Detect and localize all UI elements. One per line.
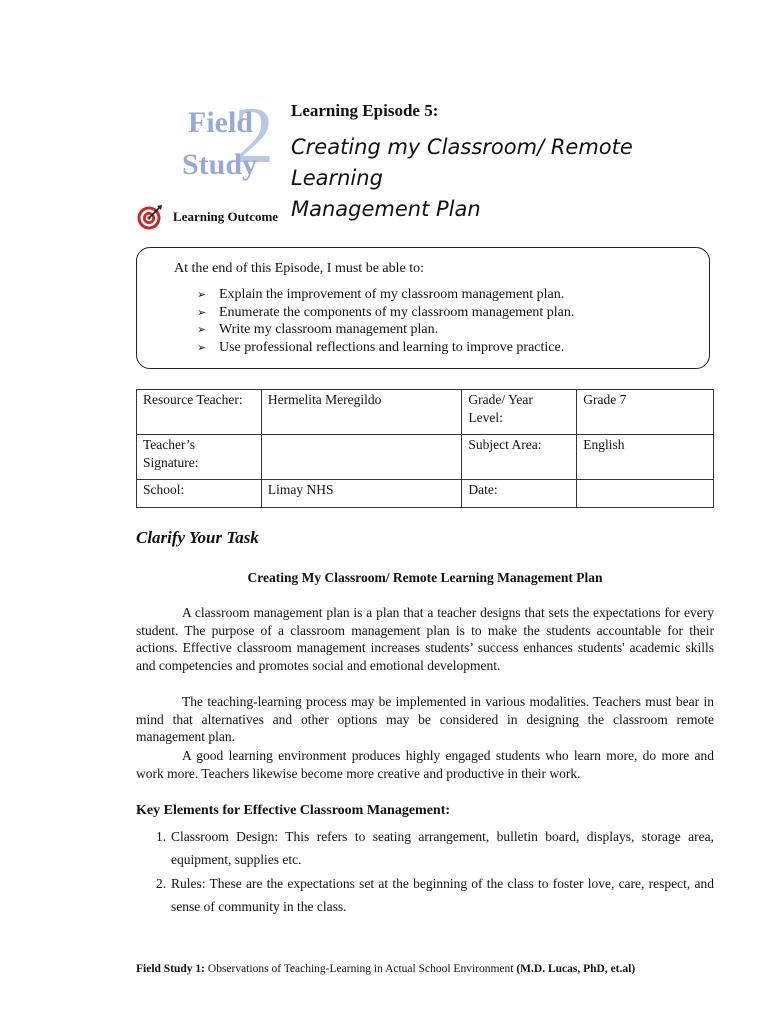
teacher-signature-value xyxy=(261,435,462,480)
list-item: ➢ Use professional reflections and learning to improve practice. xyxy=(197,339,574,357)
list-text: Classroom Design: This refers to seating arrangement, bulletin board, displays, storage area, equipment, supplies etc. xyxy=(171,829,714,867)
paragraph-modalities: The teaching-learning process may be implemented in various modalities. Teachers must bear in mind that alternatives and other options may be considered in designing the classroom remote management plan. xyxy=(136,694,714,744)
list-item: ➢ Explain the improvement of my classroom management plan. xyxy=(197,286,574,304)
date-value xyxy=(577,480,714,508)
logo-number: 2 xyxy=(234,92,274,180)
resource-teacher-label: Resource Teacher: xyxy=(137,390,262,435)
footer-authors: (M.D. Lucas, PhD, et.al) xyxy=(516,963,636,975)
arrow-bullet-icon: ➢ xyxy=(197,306,207,319)
logo-word-field: Field xyxy=(188,106,253,139)
paragraph-plan-definition: A classroom management plan is a plan that a teacher designs that sets the expectations for every student. The purpose of a classroom management plan is to make the students accountable for their actions. Effective classroom management increases students’ success enhances students' academic skills and competencies and promotes social and emotional development. xyxy=(136,605,714,673)
episode-title-line1: Creating my Classroom/ Remote Learning xyxy=(291,135,633,190)
target-icon xyxy=(136,203,164,231)
list-item: ➢ Enumerate the components of my classroom management plan. xyxy=(197,304,574,322)
footer-course: Field Study 1: xyxy=(136,963,206,975)
episode-title-line2: Management Plan xyxy=(291,197,481,221)
logo-word-study: Study xyxy=(182,148,258,181)
subject-area-value: English xyxy=(577,435,714,480)
clarify-heading: Clarify Your Task xyxy=(136,528,259,547)
table-row xyxy=(137,480,714,508)
school-value: Limay NHS xyxy=(261,480,462,508)
page-footer xyxy=(136,963,635,975)
teacher-signature-label: Teacher’s Signature: xyxy=(137,435,262,480)
list-item xyxy=(136,825,714,871)
episode-title xyxy=(291,132,731,225)
grade-level-label: Grade/ Year Level: xyxy=(462,390,577,435)
key-elements-heading: Key Elements for Effective Classroom Management: xyxy=(136,803,451,818)
arrow-bullet-icon: ➢ xyxy=(197,289,207,301)
teacher-info-table xyxy=(136,389,714,508)
arrow-bullet-icon: ➢ xyxy=(197,341,207,354)
field-study-logo xyxy=(178,92,288,190)
school-label: School: xyxy=(137,480,262,508)
date-label: Date: xyxy=(462,480,577,508)
grade-level-value: Grade 7 xyxy=(577,390,714,435)
learning-outcome-list xyxy=(197,286,574,356)
episode-label: Learning Episode 5: xyxy=(291,101,439,120)
subject-area-label: Subject Area: xyxy=(462,435,577,480)
table-row xyxy=(137,435,714,480)
list-item xyxy=(136,872,714,918)
list-text: Rules: These are the expectations set at the beginning of the class to foster love, care, respect, and sense of community in the class. xyxy=(171,876,714,914)
resource-teacher-value: Hermelita Meregildo xyxy=(261,390,462,435)
section-title: Creating My Classroom/ Remote Learning Management Plan xyxy=(247,570,603,585)
list-item: ➢ Write my classroom management plan. xyxy=(197,321,574,339)
list-number: 2. xyxy=(156,876,167,891)
arrow-bullet-icon: ➢ xyxy=(197,324,207,336)
list-number: 1. xyxy=(156,829,167,844)
table-row xyxy=(137,390,714,435)
footer-text: Observations of Teaching-Learning in Actual School Environment xyxy=(205,963,517,975)
learning-outcome-label: Learning Outcome xyxy=(173,209,279,224)
paragraph-learning-environment: A good learning environment produces highly engaged students who learn more, do more and work more. Teachers likewise become more creative and productive in their work. xyxy=(136,748,714,781)
key-elements-list xyxy=(136,825,714,919)
learning-outcome-intro: At the end of this Episode, I must be able to: xyxy=(174,261,425,276)
